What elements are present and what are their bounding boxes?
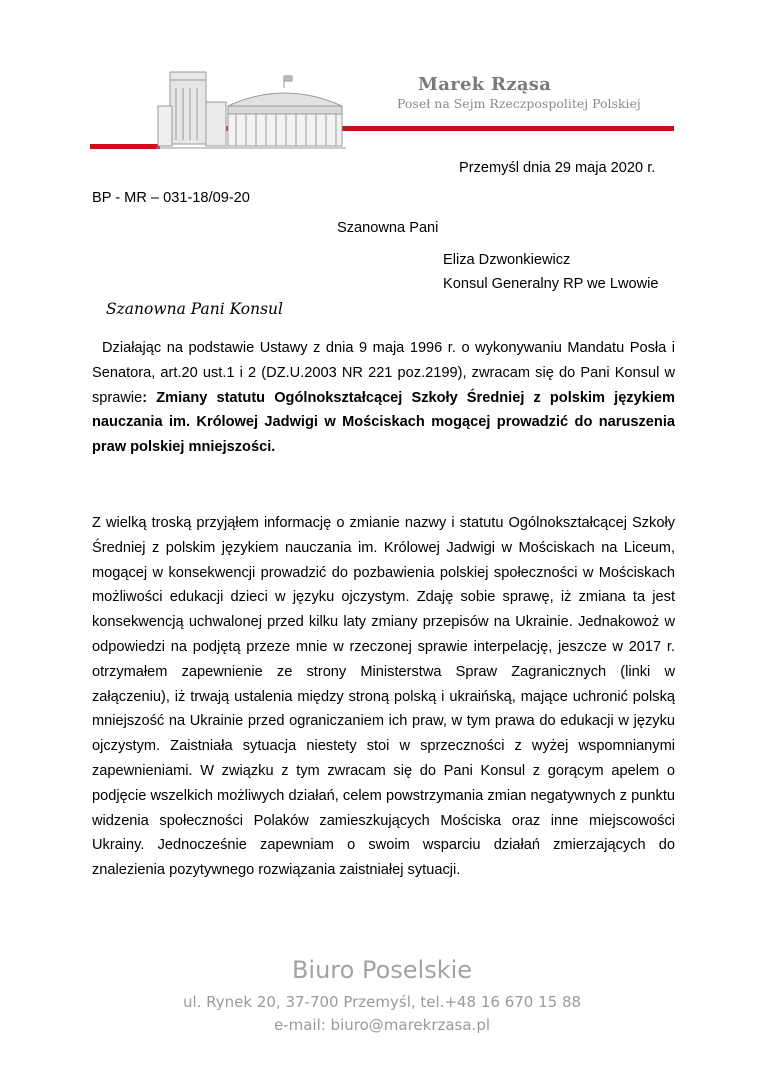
paragraph-1 [92, 336, 675, 460]
recipient-title: Konsul Generalny RP we Lwowie [443, 276, 659, 292]
mp-name: Marek Rząsa [418, 74, 552, 95]
red-rule-left [90, 144, 160, 149]
sejm-building-logo [156, 66, 356, 158]
footer-email: e-mail: biuro@marekrzasa.pl [273, 1016, 491, 1034]
paragraph-1-subject: : Zmiany statutu Ogólnokształcącej Szkoły Średniej z polskim językiem nauczania im. Królowej Jadwigi w Mościskach mogącej prowadzić do naruszenia praw polskiej mniejszości. [92, 389, 675, 456]
footer-office-title: Biuro Poselskie [291, 956, 473, 984]
paragraph-2 [92, 511, 675, 883]
mp-subtitle: Poseł na Sejm Rzeczpospolitej Polskiej [397, 96, 641, 111]
letter-greeting: Szanowna Pani Konsul [106, 300, 283, 318]
paragraph-1-intro: Działając na podstawie Ustawy z dnia 9 maja 1996 r. o wykonywaniu Mandatu Posła i Senatora, art.20 ust.1 i 2 (DZ.U.2003 NR 221 poz.2199), zwracam się do Pani Konsul w sprawie [92, 340, 675, 406]
paragraph-2-text: Z wielką troską przyjąłem informację o zmianie nazwy i statutu Ogólnokształcącej Szkoły Średniej z polskim językiem nauczania im. Królowej Jadwigi w Mościskach na Liceum, mogącej w konsekwencji prowadzić do pozbawienia polskiej społeczności w Mościskach możliwości edukacji dzieci w języku ojczystym. Zdaję sobie sprawę, iż zmiana ta jest konsekwencją uchwalonej przed kilku laty zmiany przepisów na Ukrainie. Jednakowoż w odpowiedzi na podjętą przeze mnie w rzeczonej sprawie interpelację, jeszcze w 2017 r. otrzymałem zapewnienie ze strony Ministerstwa Spraw Zagranicznych (linki w załączeniu), iż trwają ustalenia między stroną polską i ukraińską, mające uchronić polską mniejszość na Ukrainie przed ograniczaniem ich praw, w tym prawa do edukacji w języku ojczystym. Zaistniała sytuacja niestety stoi w sprzeczności z wyżej wspomnianymi zapewnieniami. W związku z tym zwracam się do Pani Konsul z gorącym apelem o podjęcie wszelkich możliwych działań, celem powstrzymania zmian negatywnych z punktu widzenia społeczności Polaków zamieszkujących Mościska oraz inne miejscowości Ukrainy. Jednocześnie zapewniam o swoim wsparciu działań zmierzających do znalezienia pozytywnego rozwiązania zaistniałej sytuacji. [92, 515, 675, 879]
reference-number: BP - MR – 031-18/09-20 [92, 190, 250, 206]
recipient-salutation: Szanowna Pani [337, 220, 439, 236]
recipient-name: Eliza Dzwonkiewicz [443, 252, 571, 268]
footer-address: ul. Rynek 20, 37-700 Przemyśl, tel.+48 16 670 15 88 [182, 993, 582, 1011]
date-line: Przemyśl dnia 29 maja 2020 r. [459, 160, 656, 176]
